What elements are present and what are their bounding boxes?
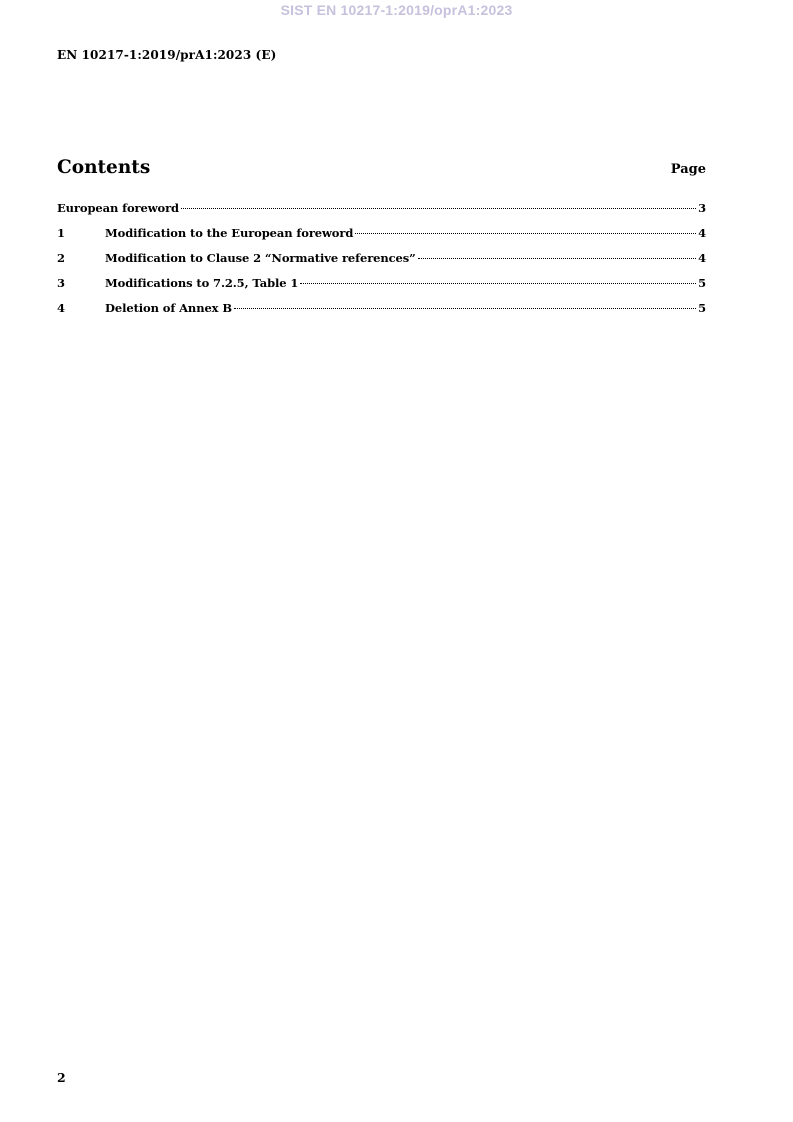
toc-entry-number: 1	[57, 226, 65, 240]
toc-entry-3[interactable]	[57, 276, 706, 301]
toc-entry-european-foreword[interactable]	[57, 201, 706, 226]
table-of-contents	[57, 201, 706, 326]
toc-entry-page: 5	[698, 301, 706, 315]
toc-dot-leader	[418, 258, 696, 259]
toc-dot-leader	[300, 283, 696, 284]
contents-heading: Contents	[57, 157, 151, 178]
page-number: 2	[57, 1070, 66, 1085]
page-column-label: Page	[670, 162, 706, 177]
toc-entry-1[interactable]	[57, 226, 706, 251]
toc-entry-page: 4	[698, 251, 706, 265]
toc-dot-leader	[355, 233, 696, 234]
toc-entry-title: Modifications to 7.2.5, Table 1	[105, 276, 299, 290]
watermark-text: SIST EN 10217-1:2019/oprA1:2023	[280, 2, 513, 18]
toc-entry-number: 2	[57, 251, 65, 265]
toc-entry-title: European foreword	[57, 201, 179, 215]
toc-entry-title: Modification to Clause 2 “Normative references”	[105, 251, 416, 265]
toc-entry-number: 4	[57, 301, 65, 315]
toc-entry-page: 5	[698, 276, 706, 290]
toc-dot-leader	[181, 208, 696, 209]
toc-entry-page: 4	[698, 226, 706, 240]
toc-entry-2[interactable]	[57, 251, 706, 276]
toc-entry-number: 3	[57, 276, 65, 290]
toc-entry-title: Deletion of Annex B	[105, 301, 232, 315]
document-id-header: EN 10217-1:2019/prA1:2023 (E)	[57, 48, 277, 62]
toc-dot-leader	[234, 308, 696, 309]
toc-entry-title: Modification to the European foreword	[105, 226, 354, 240]
toc-entry-4[interactable]	[57, 301, 706, 326]
toc-entry-page: 3	[698, 201, 706, 215]
